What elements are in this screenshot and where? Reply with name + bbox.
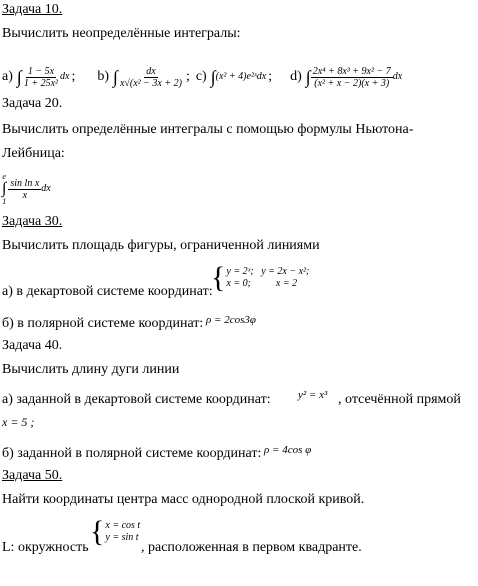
task-50-l-text: L: окружность	[2, 540, 89, 555]
task-20-text-line1	[2, 122, 472, 138]
task-30-title: Задача 30.	[2, 214, 63, 229]
upper-limit: e	[2, 172, 6, 181]
label-c: c)	[195, 69, 207, 84]
system-row-2: y = sin t	[105, 532, 139, 543]
task-10-integrals: a) ∫ $\frac{1 - 5x}{\text{1 + 25x²}}$ dx ; b) ∫ $\frac{dx}{\text{x√(x² − 3x + 2)}}$ ; c) ∫ (x² + 4)e²ˣdx ; d) ∫ $\frac{\text{2x⁴ + 8x³ + 9x² − 7}}{\text{(x² + x − 2)(x + 3)}}$ dx	[2, 65, 403, 89]
fraction-20-den: x	[22, 189, 28, 201]
label-a: a)	[2, 69, 13, 84]
task-30-b-formula: ρ = 2cos3φ	[206, 314, 256, 326]
system-row-2: x = 0; x = 2	[226, 278, 298, 289]
system-row-1: x = cos t	[105, 520, 141, 531]
dx-20: dx	[41, 183, 51, 194]
fraction-b-num: dx	[146, 65, 156, 77]
fraction-20-num: sin ln x	[10, 177, 40, 189]
task-40-a-formula: y² = x³	[298, 389, 328, 401]
fraction-a-num: 1 − 5x	[27, 65, 55, 77]
integrand-c: (x² + 4)e²ˣdx	[215, 71, 267, 82]
task-40-b-formula: ρ = 4cos φ	[264, 444, 312, 456]
task-50-text: Найти координаты центра масс однородной плоской кривой.	[2, 492, 365, 507]
task-10-text: Вычислить неопределённые интегралы:	[2, 26, 241, 41]
task-50-title: Задача 50.	[2, 468, 63, 483]
integral-sign: ∫	[210, 67, 216, 87]
system-row-1: y = 2ˣ; y = 2x − x²;	[226, 266, 310, 277]
integral-sign: ∫	[2, 180, 7, 197]
task-40-title: Задача 40.	[2, 338, 63, 353]
fraction-a	[22, 66, 60, 89]
fraction-20	[8, 178, 41, 201]
integral-sign: ∫	[16, 67, 22, 87]
task-20-text-line2: Лейбница:	[2, 146, 65, 161]
lower-limit: 1	[2, 197, 7, 206]
task-30-b-text: б) в полярной системе координат:	[2, 316, 204, 331]
integral-sign: ∫	[113, 67, 118, 87]
label-d: d)	[290, 69, 302, 84]
fraction-a-den: 1 + 25x²	[23, 77, 59, 89]
task-20-integral	[2, 170, 51, 208]
fraction-b-den: x√(x² − 3x + 2)	[119, 77, 182, 89]
dx-a: dx	[60, 71, 70, 82]
fraction-b	[118, 66, 184, 89]
label-b: b)	[97, 69, 110, 84]
left-brace: {	[90, 515, 105, 548]
fraction-d-den: (x² + x − 2)(x + 3)	[314, 77, 390, 89]
task-50-system	[90, 514, 140, 550]
task-40-a-line2: x = 5 ;	[2, 415, 35, 429]
task-20-text: Вычислить определённые интегралы с помощью формулы Ньютона-	[2, 122, 414, 137]
task-30-a-text: а) в декартовой системе координат:	[2, 284, 213, 299]
fraction-d-num: 2x⁴ + 8x³ + 9x² − 7	[312, 65, 391, 77]
task-20-title: Задача 20.	[2, 96, 63, 111]
task-10-title: Задача 10.	[2, 2, 63, 17]
task-40-a-tail: , отсечённой прямой	[338, 392, 461, 407]
task-40-a-text: а) заданной в декартовой системе координат:	[2, 392, 271, 407]
left-brace: {	[211, 261, 226, 294]
task-50-tail: , расположенная в первом квадранте.	[141, 540, 362, 555]
fraction-d	[311, 66, 393, 89]
task-40-text: Вычислить длину дуги линии	[2, 362, 180, 377]
task-30-text: Вычислить площадь фигуры, ограниченной линиями	[2, 238, 320, 253]
task-30-system	[211, 260, 309, 296]
task-40-b-text: б) заданной в полярной системе координат:	[2, 446, 262, 461]
dx-d: dx	[392, 71, 403, 82]
integral-sign: ∫	[305, 67, 311, 87]
